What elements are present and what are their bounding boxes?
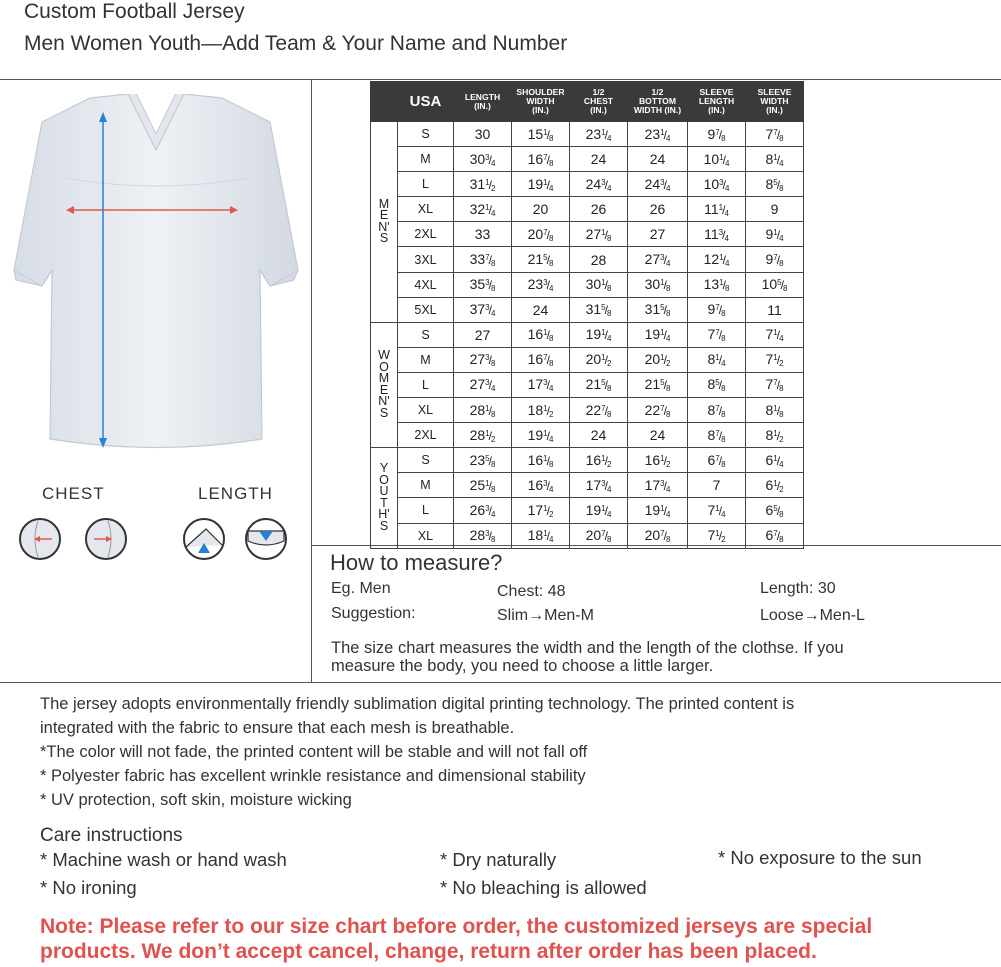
size-cell: 5XL [398,297,454,322]
measurement-cell: $16^7/_8$ [512,147,570,172]
measurement-cell: $20^1/_2$ [570,347,628,372]
measurement-cell: $17^3/_4$ [628,473,688,498]
page-title: Custom Football Jersey [24,0,245,23]
measurement-cell: $23^5/_8$ [454,448,512,473]
measurement-cell: $7^1/_2$ [688,523,746,548]
care-instructions-title: Care instructions [40,825,183,846]
measurement-cell: $9^7/_8$ [746,247,804,272]
chest-left-measure-icon [18,517,62,561]
example-length: Length: 30 [760,580,836,597]
column-header-chest: 1/2 CHEST (IN.) [570,82,628,122]
table-row [371,398,804,423]
measurement-cell: $35^3/_8$ [454,272,512,297]
measurement-cell: $15^1/_8$ [512,122,570,147]
measurement-cell: 11 [746,297,804,322]
table-row [371,372,804,397]
size-cell: 2XL [398,222,454,247]
table-header-row [371,82,804,122]
measurement-cell: $27^3/_8$ [454,347,512,372]
measurement-cell: $24^3/_4$ [570,172,628,197]
length-bottom-measure-icon [244,517,288,561]
measurement-cell: 27 [454,322,512,347]
column-header-bottom: 1/2 BOTTOM WIDTH (IN.) [628,82,688,122]
measurement-cell: $31^5/_8$ [570,297,628,322]
measurement-cell: $10^3/_4$ [688,172,746,197]
suggestion-label: Suggestion: [331,605,416,622]
description-line: * UV protection, soft skin, moisture wicking [40,791,352,809]
measurement-cell: $19^1/_4$ [512,423,570,448]
table-row [371,272,804,297]
size-cell: L [398,372,454,397]
group-label: W O M E N' S [371,322,398,447]
measurement-cell: $8^1/_8$ [746,398,804,423]
measurement-cell: 24 [512,297,570,322]
size-cell: M [398,347,454,372]
care-item: * Dry naturally [440,849,557,870]
measurement-cell: $20^7/_8$ [570,523,628,548]
care-item: * No bleaching is allowed [440,877,647,898]
column-header-length: LENGTH (IN.) [454,82,512,122]
description-line: The jersey adopts environmentally friendly sublimation digital printing technology. The printed content is [40,695,795,713]
table-row [371,147,804,172]
measure-note-line2: measure the body, you need to choose a little larger. [331,657,714,675]
table-row [371,222,804,247]
table-row [371,247,804,272]
description-line: integrated with the fabric to ensure that each mesh is breathable. [40,719,515,737]
measurement-cell: $19^1/_4$ [628,322,688,347]
column-header-sleeve_len: SLEEVE LENGTH (IN.) [688,82,746,122]
measurement-cell: $9^7/_8$ [688,297,746,322]
measurement-cell: $6^1/_4$ [746,448,804,473]
suggestion-slim: Slim→Men-M [497,607,594,624]
table-row [371,297,804,322]
measurement-cell: $22^7/_8$ [570,398,628,423]
measurement-cell: $21^5/_8$ [570,372,628,397]
measurement-cell: $16^7/_8$ [512,347,570,372]
measurement-cell: $31^1/_2$ [454,172,512,197]
measurement-cell: $27^3/_4$ [628,247,688,272]
measurement-cell: $17^3/_4$ [512,372,570,397]
care-item: * Machine wash or hand wash [40,849,287,870]
measurement-cell: $19^1/_4$ [512,172,570,197]
table-row [371,498,804,523]
measurement-cell: $27^3/_4$ [454,372,512,397]
table-row [371,172,804,197]
table-row [371,423,804,448]
measurement-cell: $23^1/_4$ [628,122,688,147]
measurement-cell: $23^3/_4$ [512,272,570,297]
header-blank-cell [371,82,398,122]
measurement-cell: 28 [570,247,628,272]
measurement-cell: $30^1/_8$ [570,272,628,297]
measurement-cell: $8^5/_8$ [688,372,746,397]
measurement-cell: 20 [512,197,570,222]
measurement-cell: $8^1/_4$ [688,347,746,372]
measurement-cell: $12^1/_4$ [688,247,746,272]
table-row [371,347,804,372]
measurement-cell: 33 [454,222,512,247]
length-top-measure-icon [182,517,226,561]
example-chest: Chest: 48 [497,583,566,600]
measurement-cell: $8^7/_8$ [688,423,746,448]
measurement-cell: $18^1/_4$ [512,523,570,548]
example-label: Eg. Men [331,580,391,597]
measurement-cell: $16^3/_4$ [512,473,570,498]
measurement-cell: $7^1/_2$ [746,347,804,372]
table-row [371,322,804,347]
measurement-cell: $19^1/_4$ [628,498,688,523]
measurement-cell: $22^7/_8$ [628,398,688,423]
measurement-cell: 24 [628,423,688,448]
size-cell: S [398,122,454,147]
table-row [371,523,804,548]
measurement-cell: $8^1/_2$ [746,423,804,448]
care-item: * No ironing [40,877,137,898]
measurement-cell: $25^1/_8$ [454,473,512,498]
size-cell: S [398,322,454,347]
measurement-cell: $21^5/_8$ [512,247,570,272]
group-label: Y O U T H' S [371,448,398,548]
measurement-cell: $10^5/_8$ [746,272,804,297]
measurement-cell: $27^1/_8$ [570,222,628,247]
table-row [371,473,804,498]
measurement-cell: $16^1/_2$ [570,448,628,473]
measurement-cell: $30^1/_8$ [628,272,688,297]
measurement-cell: $19^1/_4$ [570,498,628,523]
size-cell: 4XL [398,272,454,297]
measure-note-line1: The size chart measures the width and the length of the clothse. If you [331,639,844,657]
size-cell: M [398,473,454,498]
order-note-line2: products. We don’t accept cancel, change, return after order has been placed. [40,940,817,963]
measurement-cell: $20^7/_8$ [628,523,688,548]
description-line: *The color will not fade, the printed content will be stable and will not fall off [40,743,588,761]
measurement-cell: $18^1/_2$ [512,398,570,423]
divider-left-column [311,80,312,682]
measurement-cell: $24^3/_4$ [628,172,688,197]
measurement-cell: $6^7/_8$ [746,523,804,548]
measurement-cell: $6^1/_2$ [746,473,804,498]
size-cell: XL [398,197,454,222]
measurement-cell: $16^1/_8$ [512,448,570,473]
measurement-cell: $7^1/_4$ [746,322,804,347]
measurement-cell: $9^7/_8$ [688,122,746,147]
measurement-cell: $13^1/_8$ [688,272,746,297]
measurement-cell: 27 [628,222,688,247]
measurement-cell: $7^1/_4$ [688,498,746,523]
measurement-cell: $11^1/_4$ [688,197,746,222]
table-row [371,122,804,147]
measurement-cell: $31^5/_8$ [628,297,688,322]
measurement-cell: $9^1/_4$ [746,222,804,247]
measurement-cell: $20^1/_2$ [628,347,688,372]
measurement-cell: $21^5/_8$ [628,372,688,397]
measurement-cell: 9 [746,197,804,222]
table-row [371,448,804,473]
measurement-cell: 24 [628,147,688,172]
measurement-cell: 26 [628,197,688,222]
size-cell: 3XL [398,247,454,272]
measurement-cell: $28^1/_2$ [454,423,512,448]
length-label: LENGTH [198,484,273,503]
size-cell: 2XL [398,423,454,448]
measurement-cell: $10^1/_4$ [688,147,746,172]
page-subtitle: Men Women Youth—Add Team & Your Name and Number [24,32,568,55]
measurement-cell: $28^3/_8$ [454,523,512,548]
divider-bottom [0,682,1001,683]
suggestion-loose: Loose→Men-L [760,607,865,624]
size-cell: L [398,172,454,197]
measurement-cell: $7^7/_8$ [746,122,804,147]
size-cell: XL [398,523,454,548]
column-header-usa: USA [398,82,454,122]
chest-label: CHEST [42,484,105,503]
size-cell: XL [398,398,454,423]
order-note-line1: Note: Please refer to our size chart before order, the customized jerseys are special [40,915,873,938]
measurement-cell: $30^3/_4$ [454,147,512,172]
measurement-cell: $16^1/_8$ [512,322,570,347]
measurement-cell: $7^7/_8$ [746,372,804,397]
measurement-cell: $6^5/_8$ [746,498,804,523]
measurement-cell: $26^3/_4$ [454,498,512,523]
measurement-cell: $32^1/_4$ [454,197,512,222]
size-cell: L [398,498,454,523]
size-chart-table [370,81,804,549]
measurement-cell: $6^7/_8$ [688,448,746,473]
description-line: * Polyester fabric has excellent wrinkle resistance and dimensional stability [40,767,586,785]
chest-right-measure-icon [84,517,128,561]
measurement-cell: 30 [454,122,512,147]
jersey-illustration [8,94,304,464]
measurement-cell: $8^1/_4$ [746,147,804,172]
measurement-cell: $19^1/_4$ [570,322,628,347]
table-row [371,197,804,222]
size-cell: S [398,448,454,473]
measurement-cell: $11^3/_4$ [688,222,746,247]
measurement-cell: $8^7/_8$ [688,398,746,423]
measurement-cell: $23^1/_4$ [570,122,628,147]
group-label: M E N' S [371,122,398,323]
measurement-cell: 24 [570,423,628,448]
how-to-measure-title: How to measure? [330,550,503,575]
divider-top [0,79,1001,80]
column-header-shoulder: SHOULDER WIDTH (IN.) [512,82,570,122]
measurement-cell: $16^1/_2$ [628,448,688,473]
care-item: * No exposure to the sun [718,847,922,868]
measurement-cell: $33^7/_8$ [454,247,512,272]
measurement-cell: 26 [570,197,628,222]
column-header-sleeve_w: SLEEVE WIDTH (IN.) [746,82,804,122]
measurement-cell: $8^5/_8$ [746,172,804,197]
measurement-cell: $20^7/_8$ [512,222,570,247]
measurement-cell: $28^1/_8$ [454,398,512,423]
size-cell: M [398,147,454,172]
measurement-cell: $17^3/_4$ [570,473,628,498]
measurement-cell: 7 [688,473,746,498]
measurement-cell: $17^1/_2$ [512,498,570,523]
measurement-cell: $37^3/_4$ [454,297,512,322]
measurement-cell: $7^7/_8$ [688,322,746,347]
measurement-cell: 24 [570,147,628,172]
